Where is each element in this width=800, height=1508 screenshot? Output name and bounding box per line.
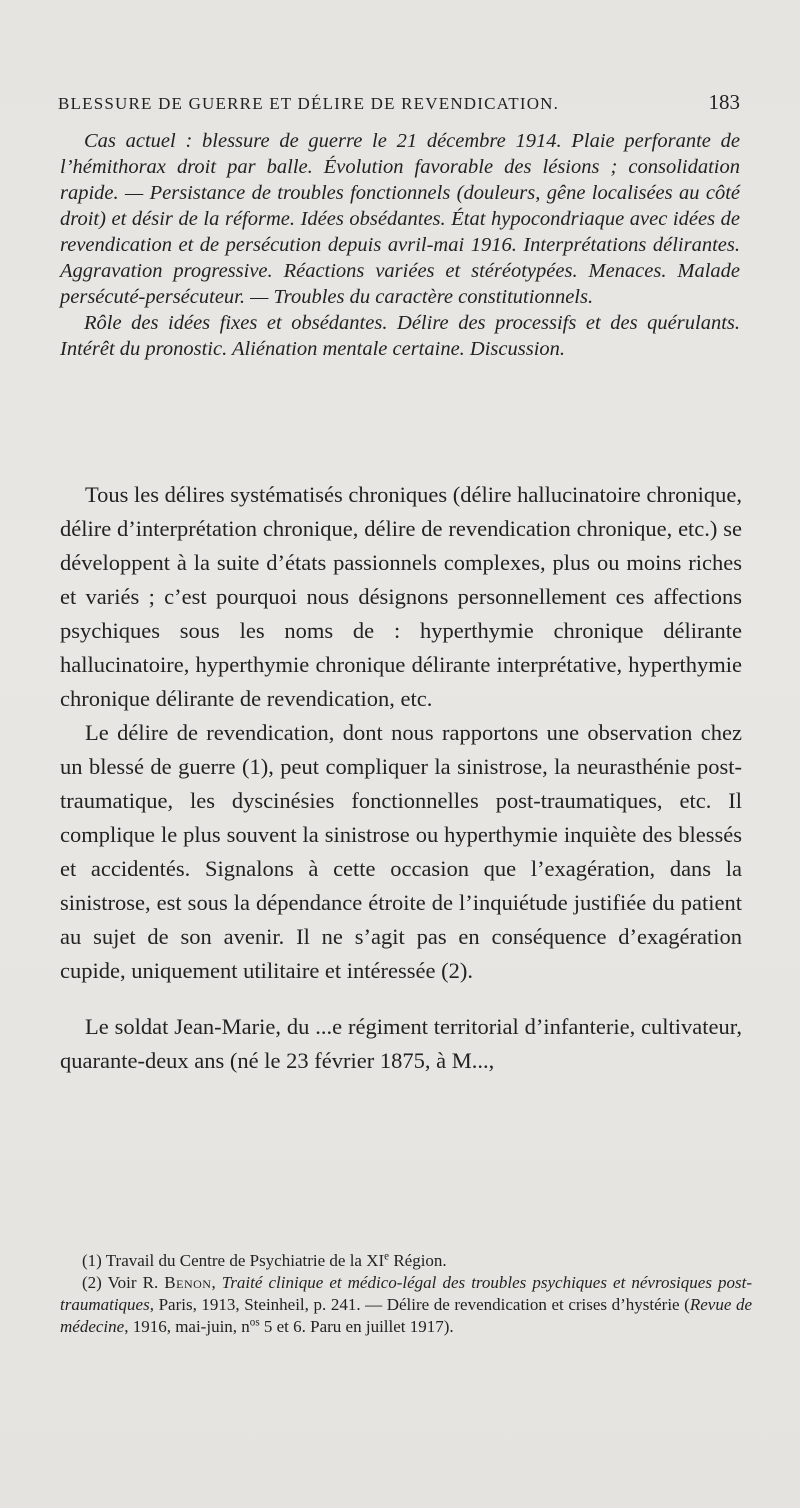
- body-paragraph: Le soldat Jean-Marie, du ...e régiment territorial d’infanterie, cultivateur, quarante-deux ans (né le 23 février 1875, à M...,: [60, 1014, 742, 1073]
- footnote-1-end: Région.: [389, 1251, 447, 1270]
- summary-paragraph: Rôle des idées fixes et obsédantes. Délire des processifs et des quérulants. Intérêt du pronostic. Aliénation mentale certaine. Discussion.: [60, 312, 740, 360]
- footnote-2-lead: (2) Voir R.: [82, 1273, 165, 1292]
- body-paragraph: Le délire de revendication, dont nous rapportons une observation chez un blessé de guerre (1), peut compliquer la sinistrose, la neurasthénie post-traumatique, les dyscinésies fonctionnelles post-traumatiques, etc. Il complique le plus souvent la sinistrose ou hyperthymie inquiète des blessés et accidentés. Signalons à cette occasion que l’exagération, dans la sinistrose, est sous la dépendance étroite de l’inquiétude justifiée du patient au sujet de son avenir. Il ne s’agit pas en conséquence d’exagération cupide, uniquement utilitaire et intéressée (2).: [60, 720, 742, 983]
- footnote-2-details: , Paris, 1913, Steinheil, p. 241. — Délire de revendication et crises d’hystérie (: [149, 1295, 690, 1314]
- footnote-2-end: 5 et 6. Paru en juillet 1917).: [259, 1317, 454, 1336]
- footnote-1: [60, 1250, 752, 1272]
- page-header: [58, 90, 740, 124]
- page-number: 183: [708, 90, 740, 114]
- footnotes: [60, 1250, 752, 1338]
- body-paragraph: Tous les délires systématisés chroniques (délire hallucinatoire chronique, délire d’interprétation chronique, délire de revendication chronique, etc.) se développent à la suite d’états passionnels complexes, plus ou moins riches et variés ; c’est pourquoi nous désignons personnellement ces affections psychiques sous les noms de : hyperthymie chronique délirante hallucinatoire, hyperthymie chronique délirante interprétative, hyperthymie chronique délirante de revendication, etc.: [60, 482, 742, 711]
- footnote-2-superscript: os: [249, 1316, 260, 1329]
- case-summary: [60, 128, 740, 362]
- footnote-2-title: Traité clinique et médico-légal des troubles psychiques et névrosiques post-traumatiques: [60, 1273, 753, 1314]
- footnote-2-issue: , 1916, mai-juin, n: [124, 1317, 250, 1336]
- footnote-1-text: (1) Travail du Centre de Psychiatrie de la XI: [82, 1251, 385, 1270]
- main-text: [60, 478, 742, 1078]
- summary-paragraph: Cas actuel : blessure de guerre le 21 décembre 1914. Plaie perforante de l’hémithorax droit par balle. Évolution favorable des lésions ; consolidation rapide. — Persistance de troubles fonctionnels (douleurs, gêne localisées au côté droit) et désir de la réforme. Idées obsédantes. État hypocondriaque avec idées de revendication et de persécution depuis avril-mai 1916. Interprétations délirantes. Aggravation progressive. Réactions variées et stéréotypées. Menaces. Malade persécuté-persécuteur. — Troubles du caractère constitutionnels.: [60, 130, 740, 308]
- footnote-2: [60, 1272, 752, 1338]
- footnote-2-comma: ,: [211, 1273, 222, 1292]
- footnote-2-author: Benon: [164, 1273, 212, 1292]
- footnote-1-superscript: e: [384, 1250, 390, 1263]
- footnote-2-journal: Revue de médecine: [60, 1295, 752, 1336]
- running-title: BLESSURE DE GUERRE ET DÉLIRE DE REVENDICATION.: [58, 94, 560, 113]
